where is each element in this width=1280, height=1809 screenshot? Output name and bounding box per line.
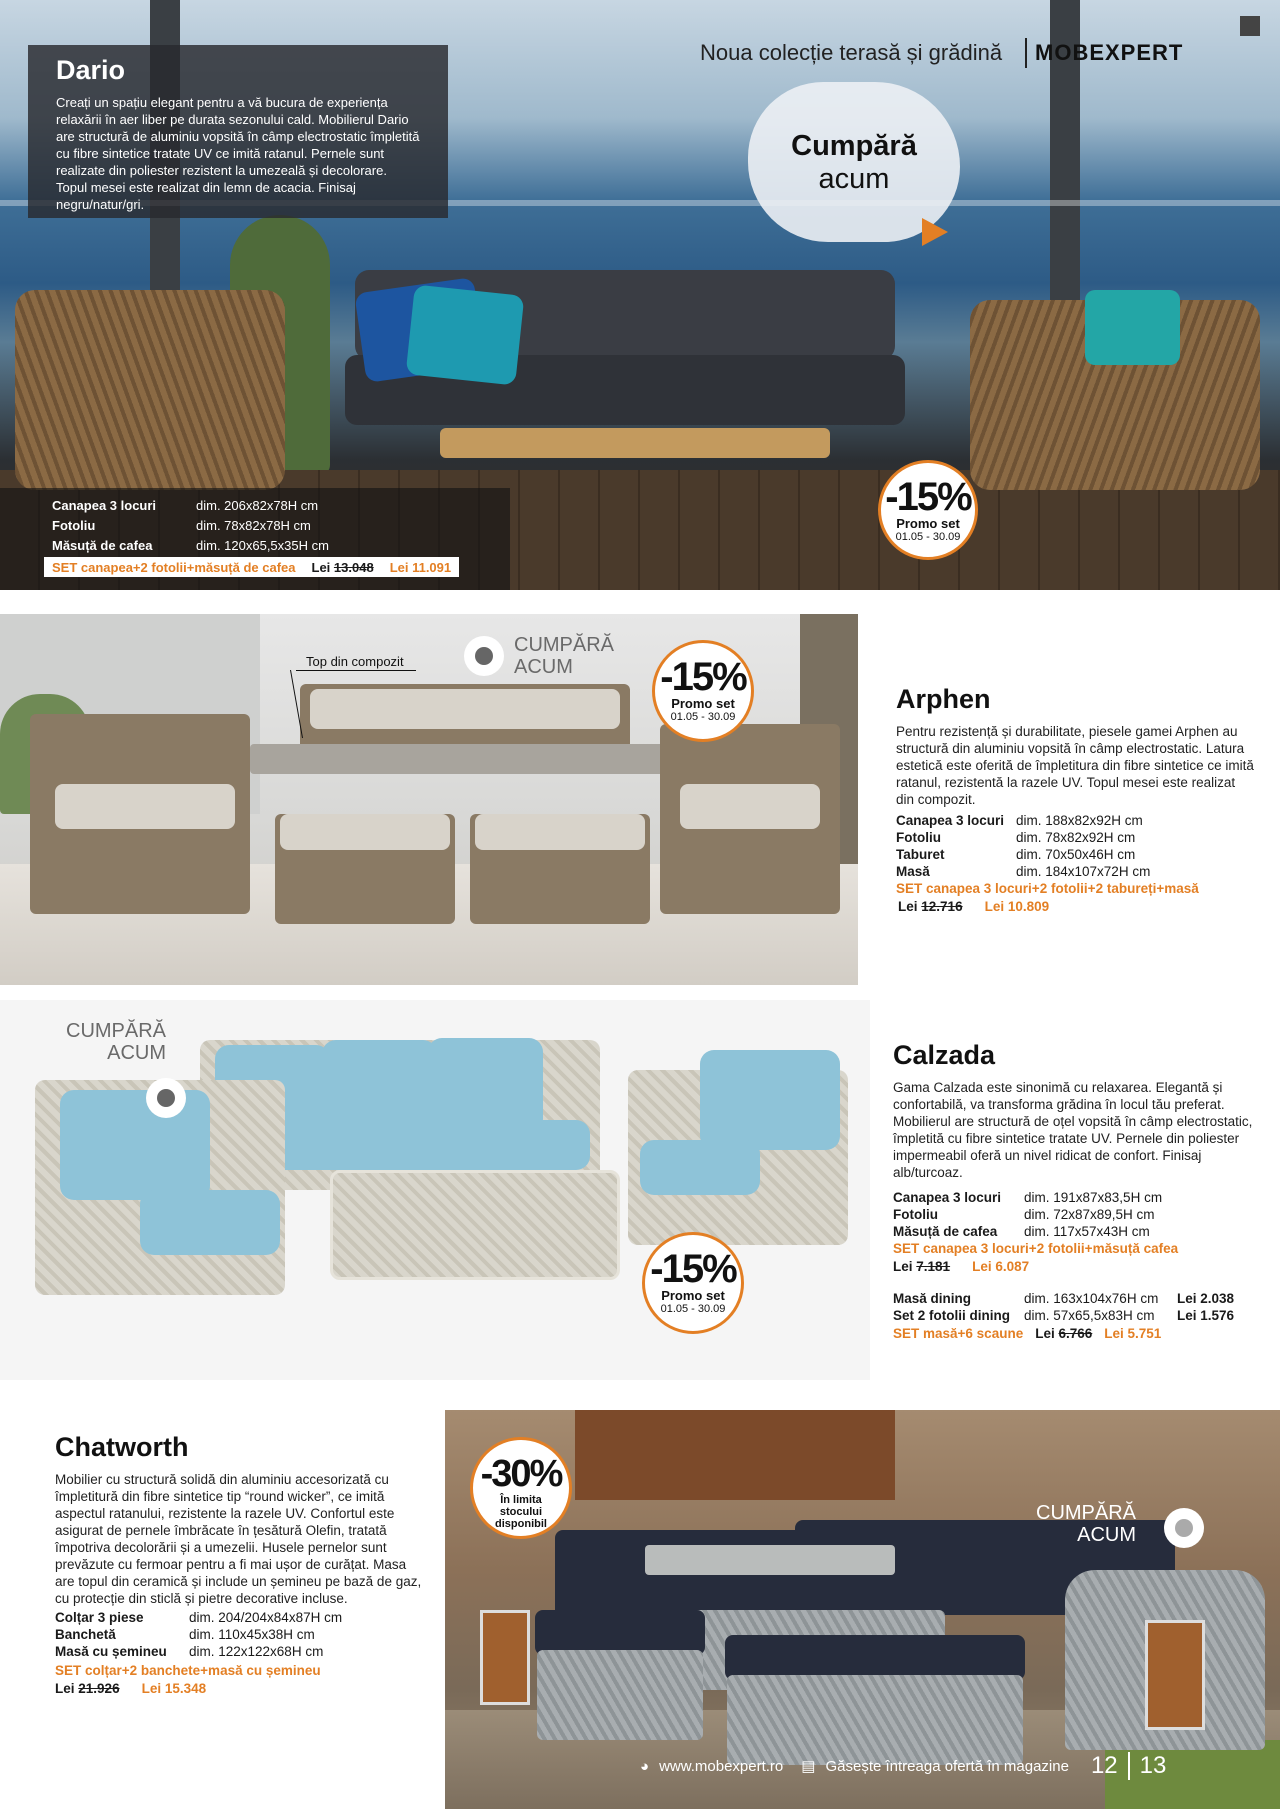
set-label: SET colțar+2 banchete+masă cu șemineu bbox=[55, 1663, 321, 1678]
lantern bbox=[480, 1610, 530, 1705]
sofa-back bbox=[555, 1530, 805, 1620]
spec-name: Fotoliu bbox=[52, 518, 96, 533]
cursor-arrow-icon bbox=[922, 218, 948, 246]
currency: Lei bbox=[311, 559, 331, 575]
spec-name: Banchetă bbox=[55, 1627, 116, 1642]
dining-dim: dim. 57x65,5x83H cm bbox=[1024, 1308, 1155, 1323]
spec-dim: dim. 188x82x92H cm bbox=[1016, 813, 1143, 828]
set-label: SET canapea 3 locuri+2 fotolii+măsuță cafea bbox=[893, 1241, 1179, 1256]
cta-label: ACUM bbox=[514, 656, 573, 678]
promo-percent: -30% bbox=[480, 1453, 562, 1495]
armchair-cushion bbox=[55, 784, 235, 829]
page-footer bbox=[640, 1752, 1166, 1780]
old-price bbox=[1035, 1325, 1092, 1343]
spec-name: Canapea 3 locuri bbox=[893, 1190, 1002, 1205]
cushion-teal bbox=[406, 284, 525, 385]
spec-dim: dim. 184x107x72H cm bbox=[1016, 864, 1151, 879]
promo-percent: -15% bbox=[660, 655, 746, 699]
spec-row bbox=[893, 1206, 1255, 1223]
promo-badge bbox=[878, 460, 978, 560]
price-line bbox=[893, 1258, 1255, 1276]
dot-icon bbox=[1175, 1519, 1193, 1537]
spec-name: Masă cu șemineu bbox=[55, 1644, 167, 1659]
brand-logo: MOBEXPERT bbox=[1035, 40, 1184, 65]
annotation-line bbox=[296, 670, 416, 671]
buy-now-link[interactable] bbox=[1036, 1502, 1136, 1546]
set-label: SET canapea+2 fotolii+măsuță de cafea bbox=[52, 559, 296, 575]
cta-label: CUMPĂRĂ bbox=[514, 634, 615, 656]
spec-name: Canapea 3 locuri bbox=[52, 498, 157, 513]
promo-label: Promo set bbox=[661, 1288, 725, 1303]
promo-badge bbox=[470, 1437, 572, 1539]
armchair-seat bbox=[140, 1190, 280, 1255]
dining-name: Masă dining bbox=[893, 1291, 972, 1306]
promo-badge bbox=[652, 640, 754, 742]
dining-list bbox=[893, 1290, 1255, 1324]
spec-row bbox=[896, 829, 1256, 846]
spec-row bbox=[893, 1223, 1255, 1240]
section-title: Calzada bbox=[893, 1040, 996, 1070]
dining-dim: dim. 163x104x76H cm bbox=[1024, 1291, 1159, 1306]
currency: Lei bbox=[1035, 1326, 1055, 1341]
armchair-cushion bbox=[680, 784, 820, 829]
set-label: SET masă+6 scaune bbox=[893, 1326, 1024, 1341]
sofa-back-cushion bbox=[428, 1038, 543, 1133]
spec-dim: dim. 117x57x43H cm bbox=[1024, 1224, 1150, 1239]
promo-badge bbox=[642, 1232, 744, 1334]
section-title: Arphen bbox=[896, 684, 991, 714]
chatworth-info bbox=[55, 1432, 425, 1698]
spec-name: Canapea 3 locuri bbox=[896, 813, 1005, 828]
spec-name: Măsuță de cafea bbox=[52, 538, 153, 553]
lantern bbox=[1145, 1620, 1205, 1730]
spec-name: Taburet bbox=[896, 847, 945, 862]
spec-row bbox=[55, 1609, 425, 1626]
currency: Lei bbox=[893, 1259, 913, 1274]
spec-row bbox=[52, 496, 510, 516]
spec-list bbox=[893, 1189, 1255, 1240]
page-divider bbox=[1128, 1752, 1130, 1780]
spec-dim: dim. 122x122x68H cm bbox=[189, 1644, 324, 1659]
spec-dim: dim. 206x82x78H cm bbox=[196, 498, 319, 513]
coffee-table bbox=[330, 1170, 620, 1280]
set2-price-line bbox=[893, 1325, 1255, 1343]
spec-dim: dim. 72x87x89,5H cm bbox=[1024, 1207, 1155, 1222]
shopping-bag-icon: ▤ bbox=[801, 1758, 816, 1775]
dining-row bbox=[893, 1307, 1255, 1324]
globe-cursor-icon: ◕ bbox=[640, 1757, 650, 1775]
section-description: Gama Calzada este sinonimă cu relaxarea. Elegantă și confortabilă, va transforma grădina în locul tău preferat. Mobilierul are structură de oțel vopsită în câmp electrostatic, împletită cu fibre sintetice tratate UV. Pernele din poliester impermeabil oferă un nivel ridicat de confort. Finisaj alb/turcoaz. bbox=[893, 1080, 1253, 1180]
bench-cushion bbox=[535, 1610, 705, 1655]
spec-dim: dim. 70x50x46H cm bbox=[1016, 847, 1136, 862]
cta-label: acum bbox=[818, 163, 890, 195]
buy-now-dot[interactable] bbox=[146, 1078, 186, 1118]
dot-icon bbox=[157, 1089, 175, 1107]
spec-row bbox=[893, 1189, 1255, 1206]
spec-dim: dim. 78x82x92H cm bbox=[1016, 830, 1136, 845]
dining-price: Lei 2.038 bbox=[1177, 1291, 1235, 1306]
old-price bbox=[55, 1680, 120, 1698]
spec-dim: dim. 110x45x38H cm bbox=[189, 1627, 315, 1642]
spec-dim: dim. 204/204x84x87H cm bbox=[189, 1610, 343, 1625]
cta-label: ACUM bbox=[1077, 1524, 1137, 1546]
new-price: Lei 11.091 bbox=[389, 559, 452, 575]
section-title: Dario bbox=[56, 55, 126, 85]
bench bbox=[537, 1650, 703, 1740]
calzada-info bbox=[893, 1040, 1255, 1343]
section-description: Creați un spațiu elegant pentru a vă bucura de experiența relaxării în aer liber pe durata sezonului cald. Mobilierul Dario are structură de aluminiu vopsită în câmp electrostatic împletită cu fibre sintetice tratate UV ce imită ratanul. Pernele sunt realizate din poliester rezistent la umezeală și decolorare. Topul mesei este realizat din lemn de acacia. Finisaj negru/natur/gri. bbox=[56, 95, 420, 212]
spec-dim: dim. 78x82x78H cm bbox=[196, 518, 311, 533]
section-description: Pentru rezistență și durabilitate, piesele gamei Arphen au structură din aluminiu vopsită în câmp electrostatic. Latura estetică este oferită de împletitura din fibre sintetice ce imită ratanul, rezistentă la razele UV. Topul mesei este realizat din compozit. bbox=[896, 724, 1254, 807]
cta-label: CUMPĂRĂ bbox=[1036, 1502, 1137, 1524]
promo-label: În limita stocului disponibil bbox=[495, 1494, 547, 1530]
divider bbox=[1025, 38, 1027, 68]
ottoman-cushion bbox=[475, 814, 645, 850]
section-title: Chatworth bbox=[55, 1432, 189, 1462]
spec-row bbox=[896, 863, 1256, 880]
arphen-info bbox=[896, 684, 1256, 916]
old-price bbox=[898, 898, 963, 916]
spec-row bbox=[52, 516, 510, 536]
promo-percent: -15% bbox=[885, 475, 971, 519]
annotation-label: Top din compozit bbox=[306, 654, 404, 669]
new-price: Lei 15.348 bbox=[141, 1681, 207, 1696]
spec-dim: dim. 191x87x83,5H cm bbox=[1024, 1190, 1163, 1205]
new-price: Lei 10.809 bbox=[984, 899, 1050, 914]
dining-name: Set 2 fotolii dining bbox=[893, 1308, 1010, 1323]
composite-table-top bbox=[250, 744, 670, 774]
old-price-value: 12.716 bbox=[921, 899, 963, 914]
dario-description-panel bbox=[28, 45, 448, 218]
spec-list bbox=[896, 812, 1256, 880]
spec-name: Fotoliu bbox=[893, 1207, 938, 1222]
spec-row bbox=[896, 846, 1256, 863]
cushion-teal bbox=[1085, 290, 1180, 365]
promo-dates: 01.05 - 30.09 bbox=[660, 1303, 726, 1315]
promo-dates: 01.05 - 30.09 bbox=[670, 711, 736, 723]
page-number-right: 13 bbox=[1139, 1752, 1167, 1779]
dot-icon bbox=[475, 647, 493, 665]
page-number-left: 12 bbox=[1090, 1752, 1118, 1779]
buy-now-link[interactable] bbox=[514, 634, 614, 678]
sofa-cushions bbox=[310, 689, 620, 729]
armchair-left bbox=[15, 290, 285, 490]
spec-name: Colțar 3 piese bbox=[55, 1610, 144, 1625]
coffee-table bbox=[440, 428, 830, 458]
cta-label: CUMPĂRĂ bbox=[66, 1020, 167, 1042]
cta-label: Cumpără bbox=[791, 130, 917, 162]
armchair-cushion bbox=[700, 1050, 840, 1150]
new-price: Lei 6.087 bbox=[972, 1259, 1030, 1274]
old-price-value: 13.048 bbox=[333, 559, 374, 575]
spec-row bbox=[896, 812, 1256, 829]
website-link[interactable]: www.mobexpert.ro bbox=[659, 1757, 784, 1775]
set-price-bar bbox=[44, 557, 459, 577]
price-line bbox=[896, 898, 1256, 916]
promo-label: Promo set bbox=[671, 696, 735, 711]
promo-label: Promo set bbox=[896, 516, 960, 531]
section-description: Mobilier cu structură solidă din aluminiu accesorizată cu împletitură din fibre sintetice tip “round wicker”, ce imită aspectul ratanului, rezistente la razele UV. Confortul este asigurat de pernele îmbrăcate în țesătură Olefin, tratată împotriva decolorării și a umezelii. Husele pernelor sunt prevăzute cu fermoar pentru a fi mai ușor de curățat. Masa are topul din ceramică și include un șemineu pe bază de gaz, cu protecție din sticlă și pietre decorative incluse. bbox=[55, 1472, 422, 1606]
currency: Lei bbox=[898, 899, 918, 914]
buy-now-dot[interactable] bbox=[464, 636, 504, 676]
old-price-value: 7.181 bbox=[916, 1259, 951, 1274]
spec-row bbox=[55, 1643, 425, 1660]
currency: Lei bbox=[55, 1681, 75, 1696]
armchair-seat bbox=[640, 1140, 760, 1195]
spec-name: Masă bbox=[896, 864, 930, 879]
old-price bbox=[893, 1258, 950, 1276]
cta-label: ACUM bbox=[107, 1042, 167, 1064]
spec-row bbox=[52, 536, 510, 556]
corner-marker bbox=[1240, 16, 1260, 36]
promo-percent: -15% bbox=[650, 1247, 736, 1291]
spec-name: Fotoliu bbox=[896, 830, 941, 845]
bench-cushion bbox=[725, 1635, 1025, 1680]
buy-now-link[interactable] bbox=[66, 1020, 166, 1064]
spec-list bbox=[55, 1609, 425, 1660]
promo-dates: 01.05 - 30.09 bbox=[895, 531, 961, 543]
old-price-value: 6.766 bbox=[1058, 1326, 1093, 1341]
spec-dim: dim. 120x65,5x35H cm bbox=[196, 538, 329, 553]
dining-price: Lei 1.576 bbox=[1177, 1308, 1235, 1323]
set-label: SET canapea 3 locuri+2 fotolii+2 tabureți+masă bbox=[896, 881, 1199, 896]
price-line bbox=[55, 1680, 425, 1698]
old-price-value: 21.926 bbox=[78, 1681, 120, 1696]
spec-row bbox=[55, 1626, 425, 1643]
armchair-cushion bbox=[60, 1090, 210, 1200]
wooden-gate bbox=[575, 1410, 895, 1500]
stores-note: Găsește întreaga ofertă în magazine bbox=[825, 1757, 1069, 1775]
ceramic-table-top bbox=[645, 1545, 895, 1575]
collection-tagline: Noua colecție terasă și grădină bbox=[700, 40, 1003, 65]
ottoman-cushion bbox=[280, 814, 450, 850]
new-price: Lei 5.751 bbox=[1104, 1326, 1162, 1341]
old-price bbox=[312, 560, 374, 575]
spec-name: Măsuță de cafea bbox=[893, 1224, 998, 1239]
chatworth-photo bbox=[445, 1410, 1280, 1809]
dining-row bbox=[893, 1290, 1255, 1307]
buy-now-dot[interactable] bbox=[1164, 1508, 1204, 1548]
